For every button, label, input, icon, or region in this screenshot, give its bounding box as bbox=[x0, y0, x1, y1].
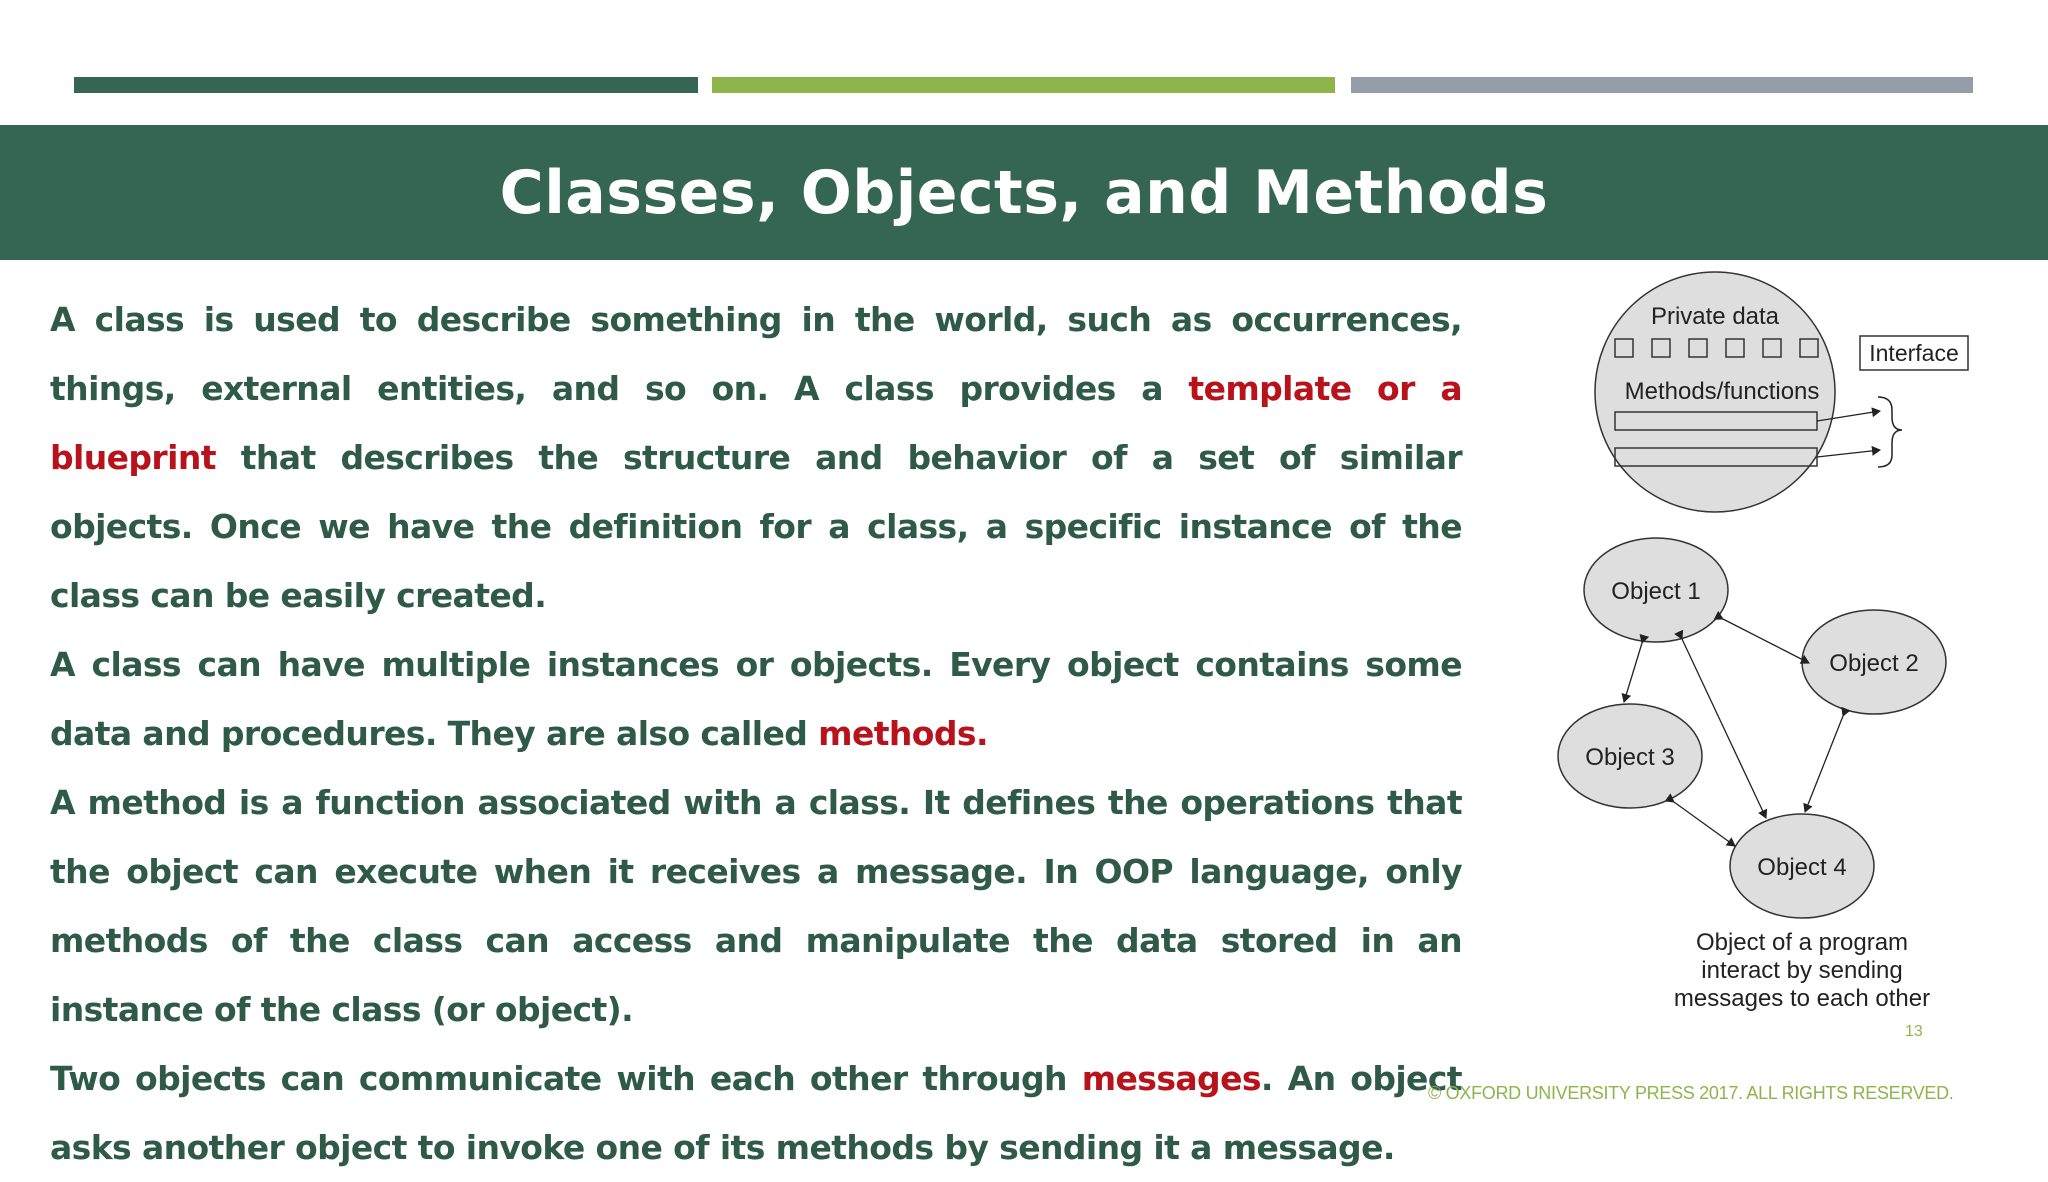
private-data-label: Private data bbox=[1650, 303, 1780, 330]
message-arrow-3-4 bbox=[1674, 802, 1735, 846]
method-arrow-2 bbox=[1817, 450, 1880, 457]
object-2-label: Object 2 bbox=[1829, 650, 1919, 677]
paragraph-class-definition bbox=[50, 285, 1462, 630]
accent-bar-gray bbox=[1351, 77, 1973, 93]
highlight-messages: messages bbox=[1081, 1059, 1261, 1098]
page-number: 13 bbox=[1905, 1023, 1923, 1040]
title-band bbox=[0, 125, 2048, 260]
interface-brace bbox=[1878, 397, 1902, 467]
diagram-caption-line-1: Object of a program bbox=[1695, 929, 1909, 956]
paragraph-messages bbox=[50, 1044, 1462, 1182]
paragraph-method-definition: A method is a function associated with a class. It defines the operations that the object can execute when it receives a message. In OOP language, only methods of the class can access and manipulate the data stored in an instance of the class (or object). bbox=[50, 783, 1462, 1029]
text-segment: that describes the structure and behavior of a set of similar objects. Once we have the definition for a class, a specific instance of the class can be easily created. bbox=[50, 438, 1462, 615]
copyright-notice: © OXFORD UNIVERSITY PRESS 2017. ALL RIGHTS RESERVED. bbox=[1428, 1083, 1954, 1103]
interface-label: Interface bbox=[1869, 340, 1959, 366]
object-3-label: Object 3 bbox=[1585, 744, 1675, 771]
slide-title: Classes, Objects, and Methods bbox=[499, 157, 1549, 228]
paragraph-instances bbox=[50, 630, 1462, 768]
object-1-label: Object 1 bbox=[1611, 578, 1701, 605]
message-arrow-1-2 bbox=[1723, 619, 1809, 663]
diagram-caption-line-3: messages to each other bbox=[1673, 985, 1931, 1012]
object-interaction-diagram bbox=[1540, 262, 1980, 1022]
accent-bar-dark-green bbox=[74, 77, 698, 93]
highlight-template-blueprint: template or a blueprint bbox=[50, 369, 1462, 477]
message-arrow-1-3 bbox=[1624, 643, 1642, 702]
methods-label: Methods/functions bbox=[1624, 378, 1820, 405]
body-text bbox=[50, 285, 1462, 1182]
text-segment: Two objects can communicate with each other through bbox=[50, 1059, 1082, 1098]
object-4-label: Object 4 bbox=[1757, 854, 1847, 881]
text-segment: A class can have multiple instances or objects. Every object contains some data and procedures. They are also called bbox=[50, 645, 1462, 753]
text-segment: . An object asks another object to invoke one of its methods by sending it a message. bbox=[50, 1059, 1462, 1167]
diagram-caption-line-2: interact by sending bbox=[1701, 957, 1903, 984]
accent-bar-light-green bbox=[712, 77, 1335, 93]
text-segment: A class is used to describe something in the world, such as occurrences, things, external entities, and so on. A class provides a bbox=[50, 300, 1462, 408]
message-arrow-2-4 bbox=[1805, 716, 1843, 812]
highlight-methods: methods. bbox=[818, 714, 988, 753]
message-arrow-1-4 bbox=[1682, 639, 1766, 818]
